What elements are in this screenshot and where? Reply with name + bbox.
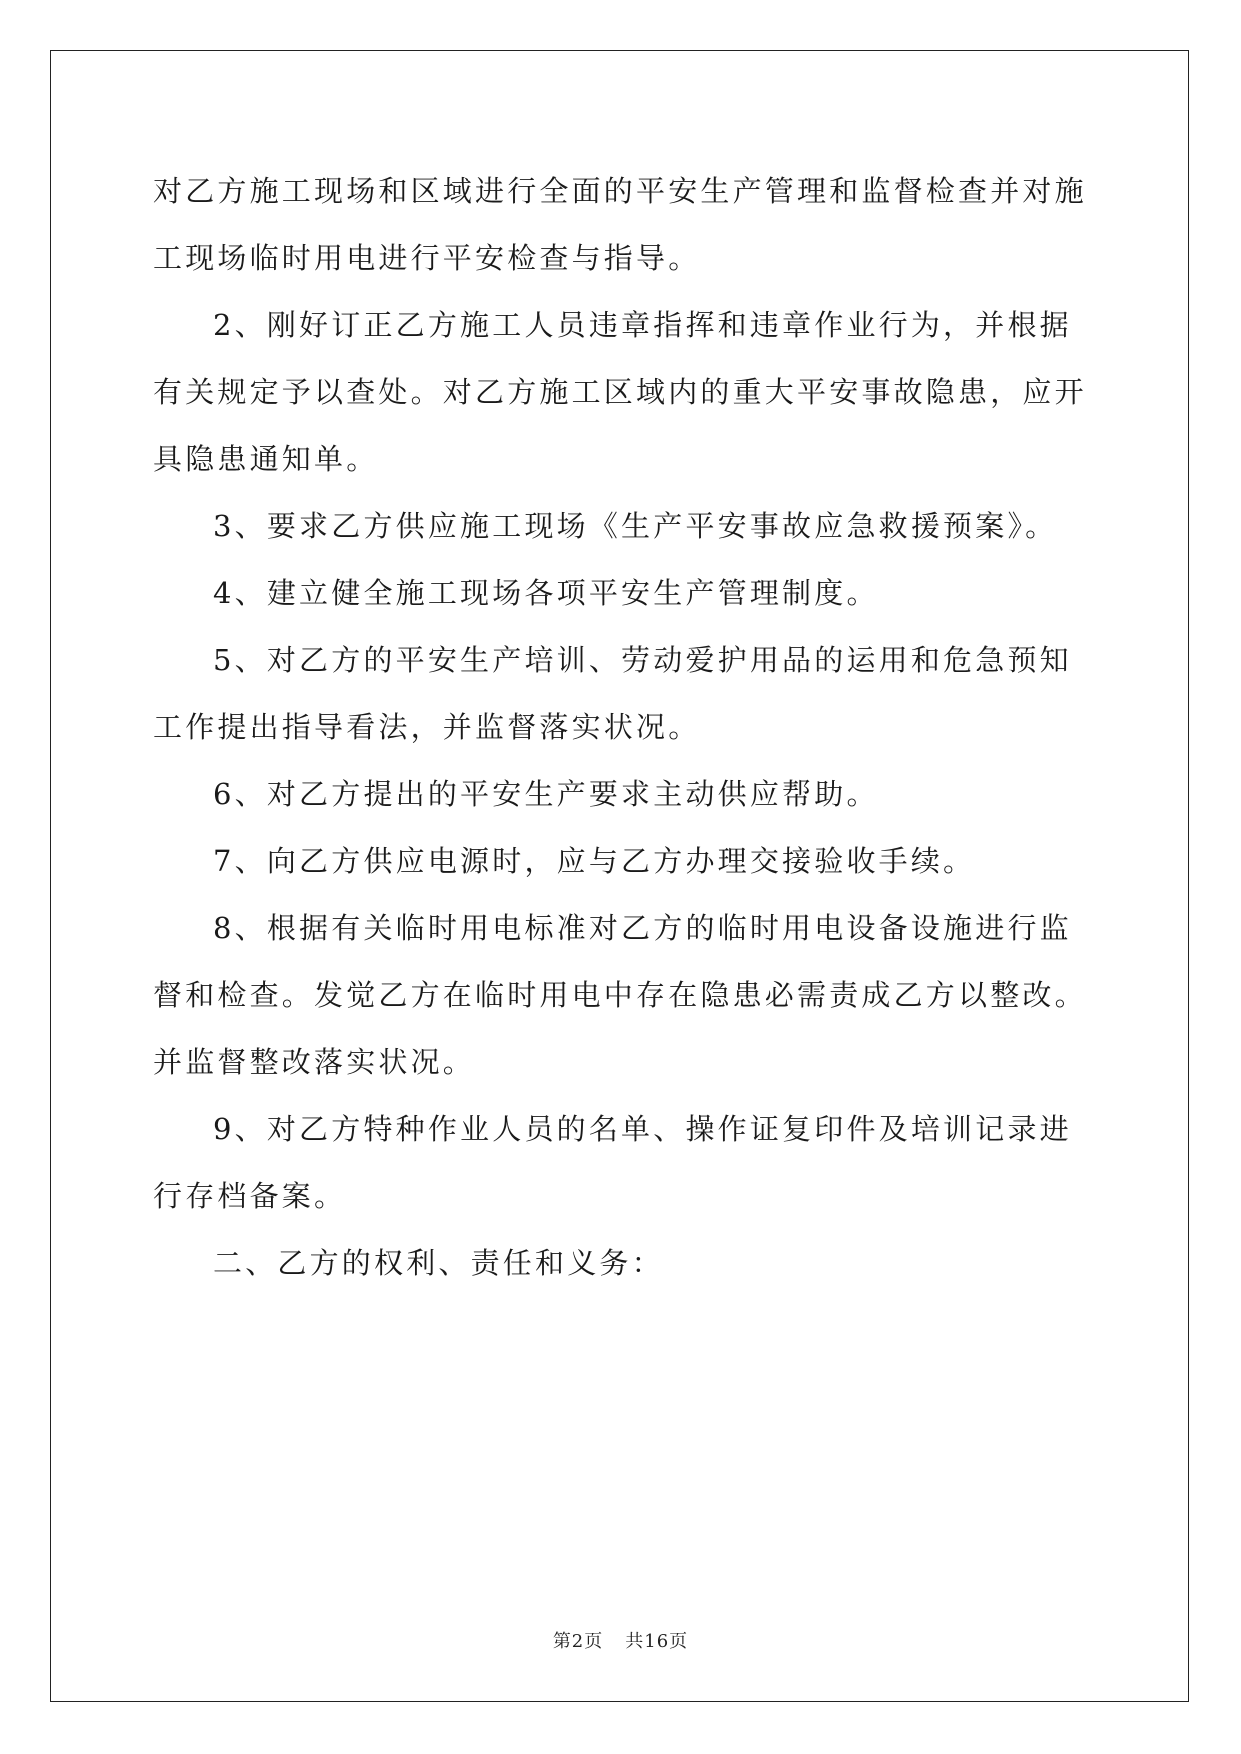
page-number: 第2页 (552, 1631, 604, 1652)
document-body (153, 158, 1087, 1297)
paragraph: 对乙方施工现场和区域进行全面的平安生产管理和监督检查并对施工现场临时用电进行平安检查与指导。 (153, 174, 1087, 275)
paragraph: 3、要求乙方供应施工现场《生产平安事故应急救援预案》。 (213, 509, 1058, 543)
paragraph: 6、对乙方提出的平安生产要求主动供应帮助。 (213, 777, 879, 811)
paragraph: 8、根据有关临时用电标准对乙方的临时用电设备设施进行监督和检查。发觉乙方在临时用电中存在隐患必需责成乙方以整改。并监督整改落实状况。 (153, 911, 1087, 1079)
total-pages: 共16页 (625, 1631, 689, 1652)
paragraph: 2、刚好订正乙方施工人员违章指挥和违章作业行为，并根据有关规定予以查处。对乙方施工区域内的重大平安事故隐患，应开具隐患通知单。 (153, 308, 1087, 476)
section-heading: 二、乙方的权利、责任和义务： (213, 1246, 664, 1280)
paragraph: 9、对乙方特种作业人员的名单、操作证复印件及培训记录进行存档备案。 (153, 1112, 1072, 1213)
paragraph: 7、向乙方供应电源时，应与乙方办理交接验收手续。 (213, 844, 976, 878)
paragraph: 4、建立健全施工现场各项平安生产管理制度。 (213, 576, 879, 610)
paragraph: 5、对乙方的平安生产培训、劳动爱护用品的运用和危急预知工作提出指导看法，并监督落实状况。 (153, 643, 1072, 744)
page-footer (0, 1627, 1241, 1653)
